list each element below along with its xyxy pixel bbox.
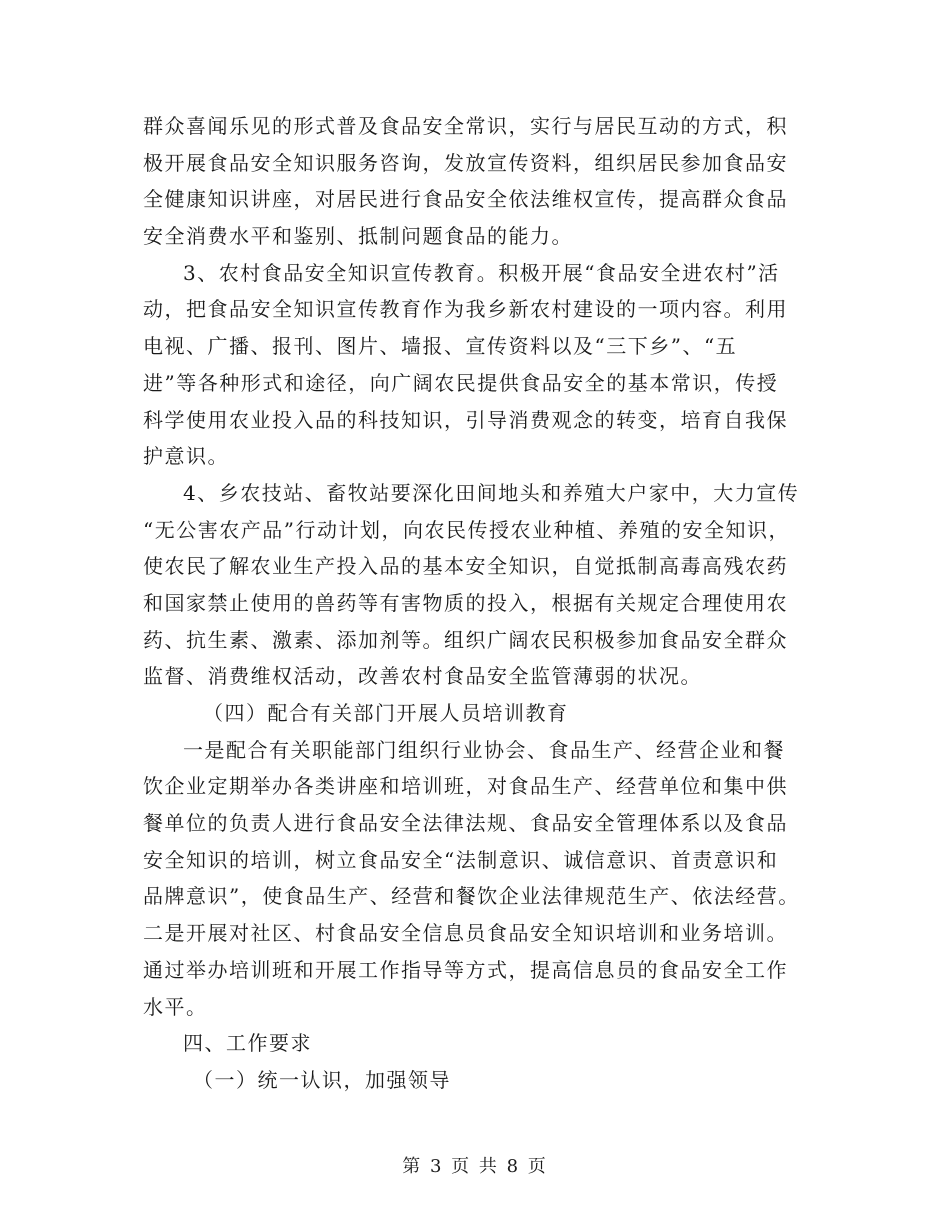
text-line: 监督、消费维权活动，改善农村食品安全监管薄弱的状况。 [143, 664, 702, 689]
text-line: 使农民了解农业生产投入品的基本安全知识，自觉抵制高毒高残农药 [143, 554, 788, 579]
page-number: 第 3 页 共 8 页 [402, 1156, 548, 1177]
text-line: 群众喜闻乐见的形式普及食品安全常识，实行与居民互动的方式，积 [143, 114, 788, 138]
text-line: 科学使用农业投入品的科技知识，引导消费观念的转变，培育自我保 [143, 407, 788, 432]
text-line: 护意识。 [143, 444, 229, 469]
section-heading: （四）配合有关部门开展人员培训教育 [203, 701, 569, 725]
text-line: “无公害农产品”行动计划，向农民传授农业种植、养殖的安全知识， [143, 517, 790, 542]
text-line: 全健康知识讲座，对居民进行食品安全依法维权宣传，提高群众食品 [143, 187, 788, 212]
text-line: 4、乡农技站、畜牧站要深化田间地头和养殖大户家中，大力宣传 [183, 480, 800, 505]
text-line: 3、农村食品安全知识宣传教育。积极开展“食品安全进农村”活 [183, 260, 780, 285]
document-body [143, 108, 813, 1099]
text-line: 安全知识的培训，树立食品安全“法制意识、诚信意识、首责意识和 [143, 847, 779, 872]
text-line: 通过举办培训班和开展工作指导等方式，提高信息员的食品安全工作 [143, 957, 788, 982]
section-heading: （一）统一认识，加强领导 [193, 1067, 451, 1092]
text-line: 水平。 [143, 994, 208, 1019]
text-line: 药、抗生素、激素、添加剂等。组织广阔农民积极参加食品安全群众 [143, 627, 788, 652]
text-line: 品牌意识”，使食品生产、经营和餐饮企业法律规范生产、依法经营。 [143, 884, 800, 909]
section-heading: 四、工作要求 [183, 1031, 312, 1056]
text-line: 和国家禁止使用的兽药等有害物质的投入，根据有关规定合理使用农 [143, 590, 788, 615]
text-line: 安全消费水平和鉴别、抵制问题食品的能力。 [143, 224, 573, 249]
text-line: 餐单位的负责人进行食品安全法律法规、食品安全管理体系以及食品 [143, 811, 788, 836]
text-line: 二是开展对社区、村食品安全信息员食品安全知识培训和业务培训。 [143, 921, 788, 946]
text-line: 极开展食品安全知识服务咨询，发放宣传资料，组织居民参加食品安 [143, 150, 788, 175]
text-line: 进”等各种形式和途径，向广阔农民提供食品安全的基本常识，传授 [143, 370, 779, 395]
text-line: 饮企业定期举办各类讲座和培训班，对食品生产、经营单位和集中供 [143, 774, 788, 799]
text-line: 一是配合有关职能部门组织行业协会、食品生产、经营企业和餐 [183, 737, 785, 762]
text-line: 动，把食品安全知识宣传教育作为我乡新农村建设的一项内容。利用 [143, 297, 788, 322]
text-line: 电视、广播、报刊、图片、墙报、宣传资料以及“三下乡”、“五 [143, 334, 738, 359]
